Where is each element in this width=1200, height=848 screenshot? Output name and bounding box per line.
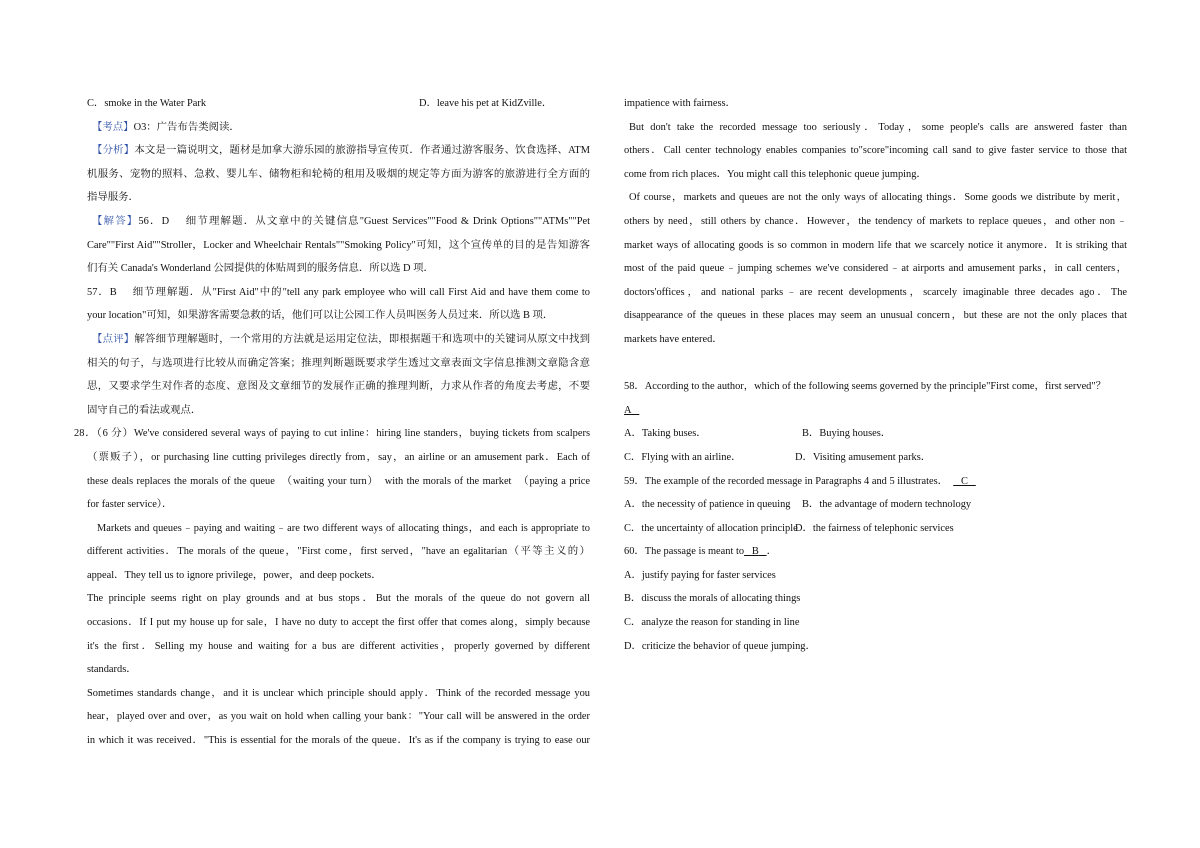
passage-line: doctors'offices，and national parks﹣are recent developments，scarcely imaginable three decades ago．The (624, 286, 1127, 298)
passage-line: occasions．If I put my house up for sale，I have no duty to accept the first offer that comes along，simply because (87, 617, 590, 629)
option-d: D．leave his pet at KidZville． (419, 98, 553, 109)
answer-line: 们有关 Canada's Wonderland 公园提供的体贴周到的服务信息．所以选 D 项． (87, 263, 434, 275)
passage-line: hear，played over and over，as you wait on hold when calling your bank："Your call will be answered in the order (87, 711, 590, 723)
passage-line: （票贩子），or purchasing line cutting privileges directly from，say，an airline or an amusement park．Each of (87, 451, 590, 463)
option-line (87, 92, 590, 116)
comment-line: 思，又要求学生对作者的态度、意图及文章细节的发展作正确的推理判断，力求从作者的角度去考虑，不要 (87, 381, 590, 393)
comment-line: 相关的句子，与选项进行比较从而确定答案；推理判断题既要求学生透过文章表面文字信息推测文章隐含意 (87, 357, 590, 369)
passage-line: Sometimes standards change，and it is unclear which principle should apply．Think of the recorded message you (87, 687, 590, 699)
answer-line (87, 210, 590, 234)
passage-line: Markets and queues﹣paying and waiting﹣are two different ways of allocating things，and each is appropriate to (97, 522, 590, 534)
answer-text: 56．D 细节理解题．从文章中的关键信息"Guest Services""Food & Drink Options""ATMs""Pet (138, 215, 590, 227)
passage-line: others．Call center technology enables companies to"score"incoming call sand to give faster service to those that (624, 145, 1127, 157)
options-59 (624, 517, 1127, 541)
comment-text: 解答细节理解题时，一个常用的方法就是运用定位法，即根据题干和选项中的关键词从原文中找到 (134, 333, 590, 345)
analysis-line: 指导服务． (87, 192, 139, 204)
passage-line: most of the paid queue﹣jumping schemes we've considered﹣at airports and amusement parks，in call centers， (624, 263, 1127, 275)
passage-line: these deals replaces the morals of the queue （waiting your turn） with the morals of the market （paying a price (87, 475, 590, 487)
answer-60-blank: B (751, 546, 759, 558)
passage-line: for faster service）． (87, 499, 173, 511)
passage-line: others by need，still others by chance．However，the tendency of markets to replace queues，and other non﹣ (624, 215, 1127, 227)
option-a: A．the necessity of patience in queuing (624, 499, 791, 511)
kaodian-tag: 【考点】 (92, 121, 134, 133)
kaodian-line (87, 116, 590, 140)
passage-line: markets have entered． (624, 333, 723, 345)
options-59 (624, 493, 1127, 517)
question-60: 60．The passage is meant to B ． (624, 546, 777, 558)
comment-line: 固守自己的看法或观点． (87, 404, 202, 416)
answer-58 (624, 399, 1127, 423)
passage-line: come from rich places．You might call this telephonic queue jumping． (624, 168, 927, 180)
options-58 (624, 446, 1127, 470)
passage-line: But don't take the recorded message too seriously．Today，some people's calls are answered faster than (629, 121, 1127, 133)
option-c: C．analyze the reason for standing in line (624, 617, 800, 629)
analysis-text: 本文是一篇说明文，题材是加拿大游乐园的旅游指导宣传页．作者通过游客服务、饮食选择、ATM (134, 145, 590, 157)
answer-tag: 【解答】 (92, 215, 139, 227)
passage-line: appeal．They tell us to ignore privilege，power，and deep pockets． (87, 569, 382, 581)
option-c: C．smoke in the Water Park (87, 98, 207, 109)
answer-line: 57．B 细节理解题．从"First Aid"中的"tell any park employee who will call First Aid and have them come to (87, 286, 590, 298)
answer-59-blank: C (961, 475, 968, 487)
option-a: A．Taking buses． (624, 428, 707, 440)
option-c: C．the uncertainty of allocation principle (624, 522, 798, 534)
option-b: B．discuss the morals of allocating things (624, 593, 801, 605)
comment-tag: 【点评】 (92, 333, 135, 345)
passage-line: impatience with fairness． (624, 98, 736, 109)
question-58: 58．According to the author，which of the following seems governed by the principle"First come，first served"？ (624, 381, 1107, 393)
analysis-line: 机服务、宠物的照料、急救、婴儿车、储物柜和轮椅的租用及吸烟的规定等方面为游客的旅游进行全方面的 (87, 168, 590, 180)
left-column (74, 92, 590, 753)
options-58 (624, 422, 1127, 446)
passage-line: Of course，markets and queues are not the only ways of allocating things．Some goods we distribute by merit， (629, 192, 1127, 204)
answer-line: your location"可知，如果游客需要急救的话，他们可以让公园工作人员叫医务人员过来．所以选 B 项． (87, 310, 554, 322)
option-b: B．Buying houses． (802, 428, 892, 440)
analysis-tag: 【分析】 (92, 145, 135, 157)
passage-line: standards． (87, 664, 137, 676)
option-d: D．Visiting amusement parks． (795, 451, 932, 463)
passage-line: disappearance of the queues in these places may seem an unusual concern，but these are not the only places that (624, 310, 1127, 322)
passage-line: 28．（6 分）We've considered several ways of paying to cut inline：hiring line standers，buying tickets from scalpers (74, 428, 590, 440)
comment-line (87, 328, 590, 352)
analysis-line (87, 139, 590, 163)
passage-line: market ways of allocating goods is so common in modern life that we scarcely notice it anymore．It is striking that (624, 239, 1127, 251)
option-b: B．the advantage of modern technology (802, 499, 972, 511)
passage-line: it's the first．Selling my house and waiting for a bus are different activities，properly governed by different (87, 640, 590, 652)
option-a: A．justify paying for faster services (624, 569, 776, 581)
kaodian-text: O3：广告布告类阅读． (133, 121, 240, 133)
answer-58-blank: A (624, 404, 632, 416)
option-c: C．Flying with an airline． (624, 451, 742, 463)
passage-line: different activities．The morals of the queue，"First come，first served，"have an egalitarian（平等主义的） (87, 546, 590, 558)
question-59: 59．The example of the recorded message in Paragraphs 4 and 5 illustrates． C (624, 470, 1127, 494)
passage-line: The principle seems right on play grounds and at bus stops．But the morals of the queue do not govern all (87, 593, 590, 605)
right-column (624, 92, 1127, 658)
answer-line: Care""First Aid""Stroller，Locker and Wheelchair Rentals""Smoking Policy"可知，这个宣传单的目的是告知游客 (87, 239, 590, 251)
option-d: D．the fairness of telephonic services (795, 522, 954, 534)
option-d: D．criticize the behavior of queue jumping． (624, 640, 816, 652)
passage-line: in which it was received．"This is essential for the morals of the queue．It's as if the company is trying to ease our (87, 735, 590, 747)
